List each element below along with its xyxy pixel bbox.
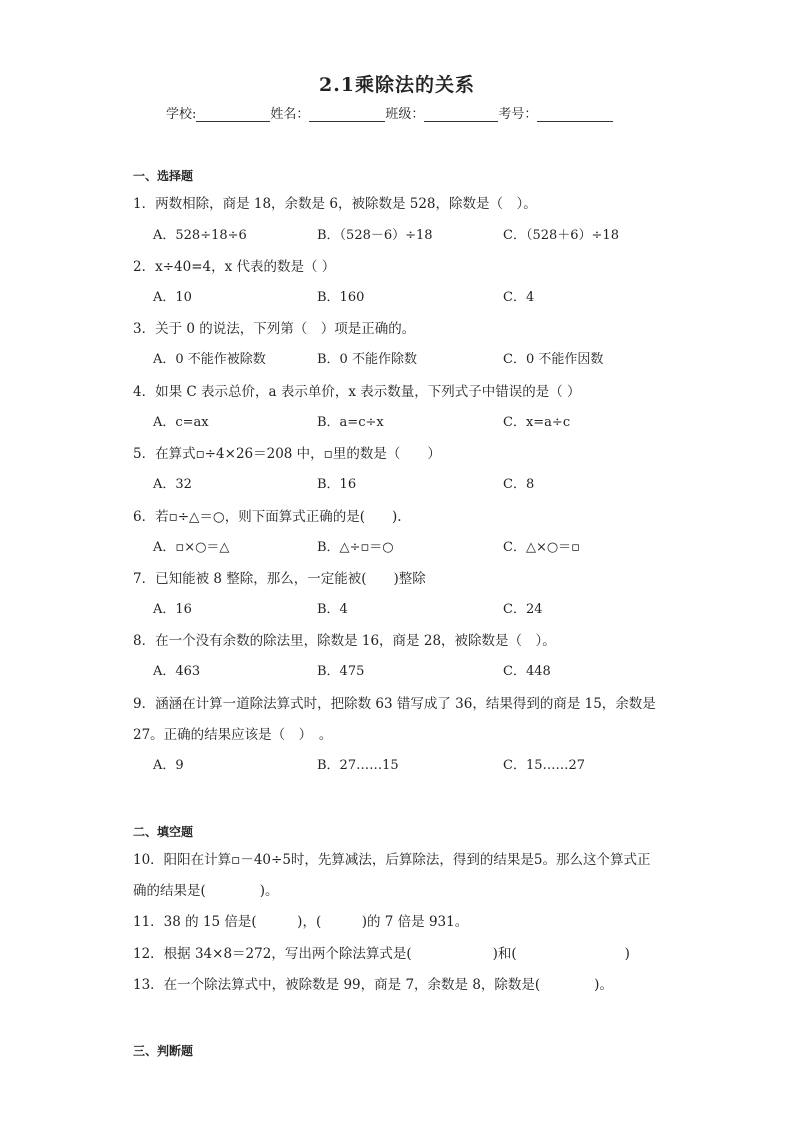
q3-option-c: C．0 不能作因数	[503, 352, 604, 367]
school-blank	[196, 107, 270, 122]
q1-option-b: B．（528－6）÷18	[317, 228, 433, 243]
section-heading-true-false: 三、判断题	[133, 1044, 194, 1058]
number-label: 考号：	[498, 107, 538, 122]
q1-option-c: C．（528＋6）÷18	[503, 228, 619, 243]
q5-option-b: B．16	[317, 477, 357, 492]
question-10-continued: 确的结果是( )。	[133, 883, 279, 899]
question-10: 10．阳阳在计算▫－40÷5时，先算减法，后算除法，得到的结果是5。那么这个算式正	[133, 852, 651, 868]
number-blank	[537, 107, 613, 122]
q5-option-c: C．8	[503, 477, 535, 492]
question-9-continued: 27。正确的结果应该是（ ） 。	[133, 727, 333, 743]
section-heading-fill-blank: 二、填空题	[133, 825, 194, 839]
question-5: 5．在算式▫÷4×26＝208 中，▫里的数是（ ）	[133, 446, 441, 462]
question-2: 2．x÷40=4，x 代表的数是（ ）	[133, 259, 336, 275]
q5-option-a: A．32	[153, 477, 192, 492]
name-label: 姓名：	[270, 107, 310, 122]
q9-option-c: C．15……27	[503, 758, 586, 773]
q7-option-c: C．24	[503, 602, 543, 617]
class-label: 班级：	[385, 107, 425, 122]
question-13: 13．在一个除法算式中，被除数是 99，商是 7，余数是 8，除数是( )。	[133, 977, 613, 993]
q2-option-a: A．10	[153, 290, 192, 305]
q2-option-b: B．160	[317, 290, 365, 305]
question-9: 9．涵涵在计算一道除法算式时，把除数 63 错写成了 36，结果得到的商是 15，余数是	[133, 696, 656, 712]
q4-option-a: A．c=ax	[153, 415, 209, 430]
q8-option-c: C．448	[503, 664, 551, 679]
question-6: 6．若▫÷△＝○，则下面算式正确的是( ).	[133, 509, 402, 525]
question-3: 3．关于 0 的说法，下列第（ ）项是正确的。	[133, 321, 416, 337]
question-4: 4．如果 C 表示总价，a 表示单价，x 表示数量，下列式子中错误的是（ ）	[133, 384, 581, 400]
section-heading-choice: 一、选择题	[133, 169, 194, 183]
class-blank	[424, 107, 498, 122]
q9-option-a: A．9	[153, 758, 184, 773]
q6-option-c: C．△×○＝▫	[503, 540, 580, 555]
page-title: 2.1乘除法的关系	[318, 74, 476, 96]
q3-option-b: B．0 不能作除数	[317, 352, 417, 367]
question-8: 8．在一个没有余数的除法里，除数是 16，商是 28，被除数是（ ）。	[133, 633, 556, 649]
q4-option-b: B．a=c÷x	[317, 415, 384, 430]
q9-option-b: B．27……15	[317, 758, 399, 773]
school-label: 学校:	[166, 107, 197, 122]
q7-option-a: A．16	[153, 602, 192, 617]
q6-option-a: A．▫×○＝△	[153, 540, 230, 555]
question-7: 7．已知能被 8 整除，那么，一定能被( )整除	[133, 571, 426, 587]
student-info-line	[166, 103, 613, 122]
q1-option-a: A．528÷18÷6	[153, 228, 247, 243]
name-blank	[309, 107, 385, 122]
q8-option-b: B．475	[317, 664, 365, 679]
question-11: 11．38 的 15 倍是( )，( )的 7 倍是 931。	[133, 914, 469, 930]
q6-option-b: B．△÷▫＝○	[317, 540, 394, 555]
q3-option-a: A．0 不能作被除数	[153, 352, 266, 367]
q4-option-c: C．x=a÷c	[503, 415, 571, 430]
q8-option-a: A．463	[153, 664, 201, 679]
question-12: 12．根据 34×8＝272，写出两个除法算式是( )和( )	[133, 946, 630, 962]
q2-option-c: C．4	[503, 290, 535, 305]
q7-option-b: B．4	[317, 602, 348, 617]
question-1: 1．两数相除，商是 18，余数是 6，被除数是 528，除数是（ ）。	[133, 196, 537, 212]
